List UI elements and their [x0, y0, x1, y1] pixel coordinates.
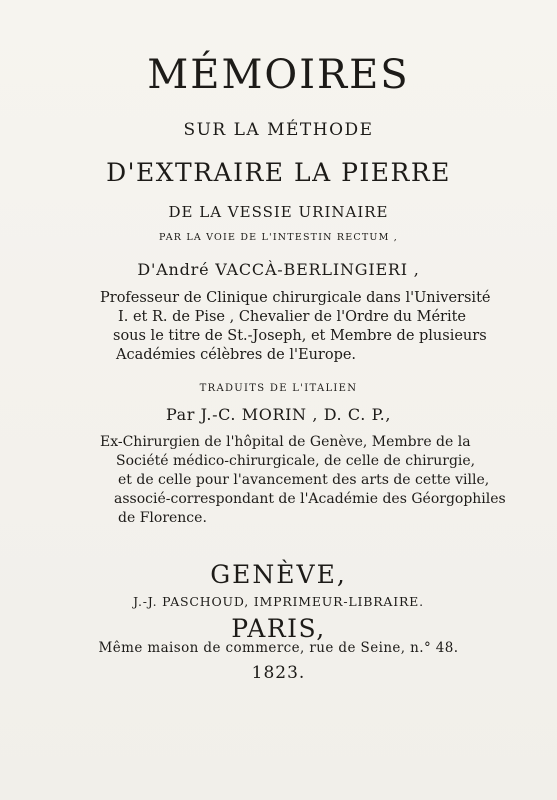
imprint-city-geneva: GENÈVE, — [210, 560, 347, 589]
author-title-line: Professeur de Clinique chirurgicale dans l'Université — [100, 290, 491, 306]
subtitle-method: SUR LA MÉTHODE — [183, 120, 374, 140]
translator-title-line: Société médico-chirurgicale, de celle de chirurgie, — [116, 453, 476, 469]
translator-titles — [100, 433, 506, 528]
translator-title-line: associé-correspondant de l'Académie des Géorgophiles — [114, 491, 506, 507]
subtitle-route: PAR LA VOIE DE L'INTESTIN RECTUM , — [159, 232, 398, 243]
author-title-line: I. et R. de Pise , Chevalier de l'Ordre du Mérite — [118, 309, 467, 325]
author-title-line: Académies célèbres de l'Europe. — [116, 347, 357, 363]
imprint-publisher: J.-J. PASCHOUD, IMPRIMEUR-LIBRAIRE. — [133, 594, 424, 609]
author-titles — [100, 289, 490, 365]
author-title-line: sous le titre de St.-Joseph, et Membre de plusieurs — [113, 328, 487, 344]
imprint-address: Même maison de commerce, rue de Seine, n.° 48. — [98, 640, 459, 656]
translator-name: Par J.-C. MORIN , D. C. P., — [165, 405, 392, 424]
author-name: D'André VACCÀ-BERLINGIERI , — [137, 260, 420, 279]
book-title: MÉMOIRES — [147, 52, 410, 98]
translator-title-line: et de celle pour l'avancement des arts de cette ville, — [118, 472, 490, 488]
subtitle-bladder: DE LA VESSIE URINAIRE — [168, 203, 389, 221]
imprint-city-paris: PARIS, — [231, 614, 326, 643]
imprint-year: 1823. — [251, 663, 306, 683]
translator-title-line: Ex-Chirurgien de l'hôpital de Genève, Membre de la — [100, 434, 471, 450]
translator-title-line: de Florence. — [118, 510, 207, 526]
translated-label: TRADUITS DE L'ITALIEN — [199, 383, 358, 394]
subtitle-extraction: D'EXTRAIRE LA PIERRE — [106, 158, 451, 187]
